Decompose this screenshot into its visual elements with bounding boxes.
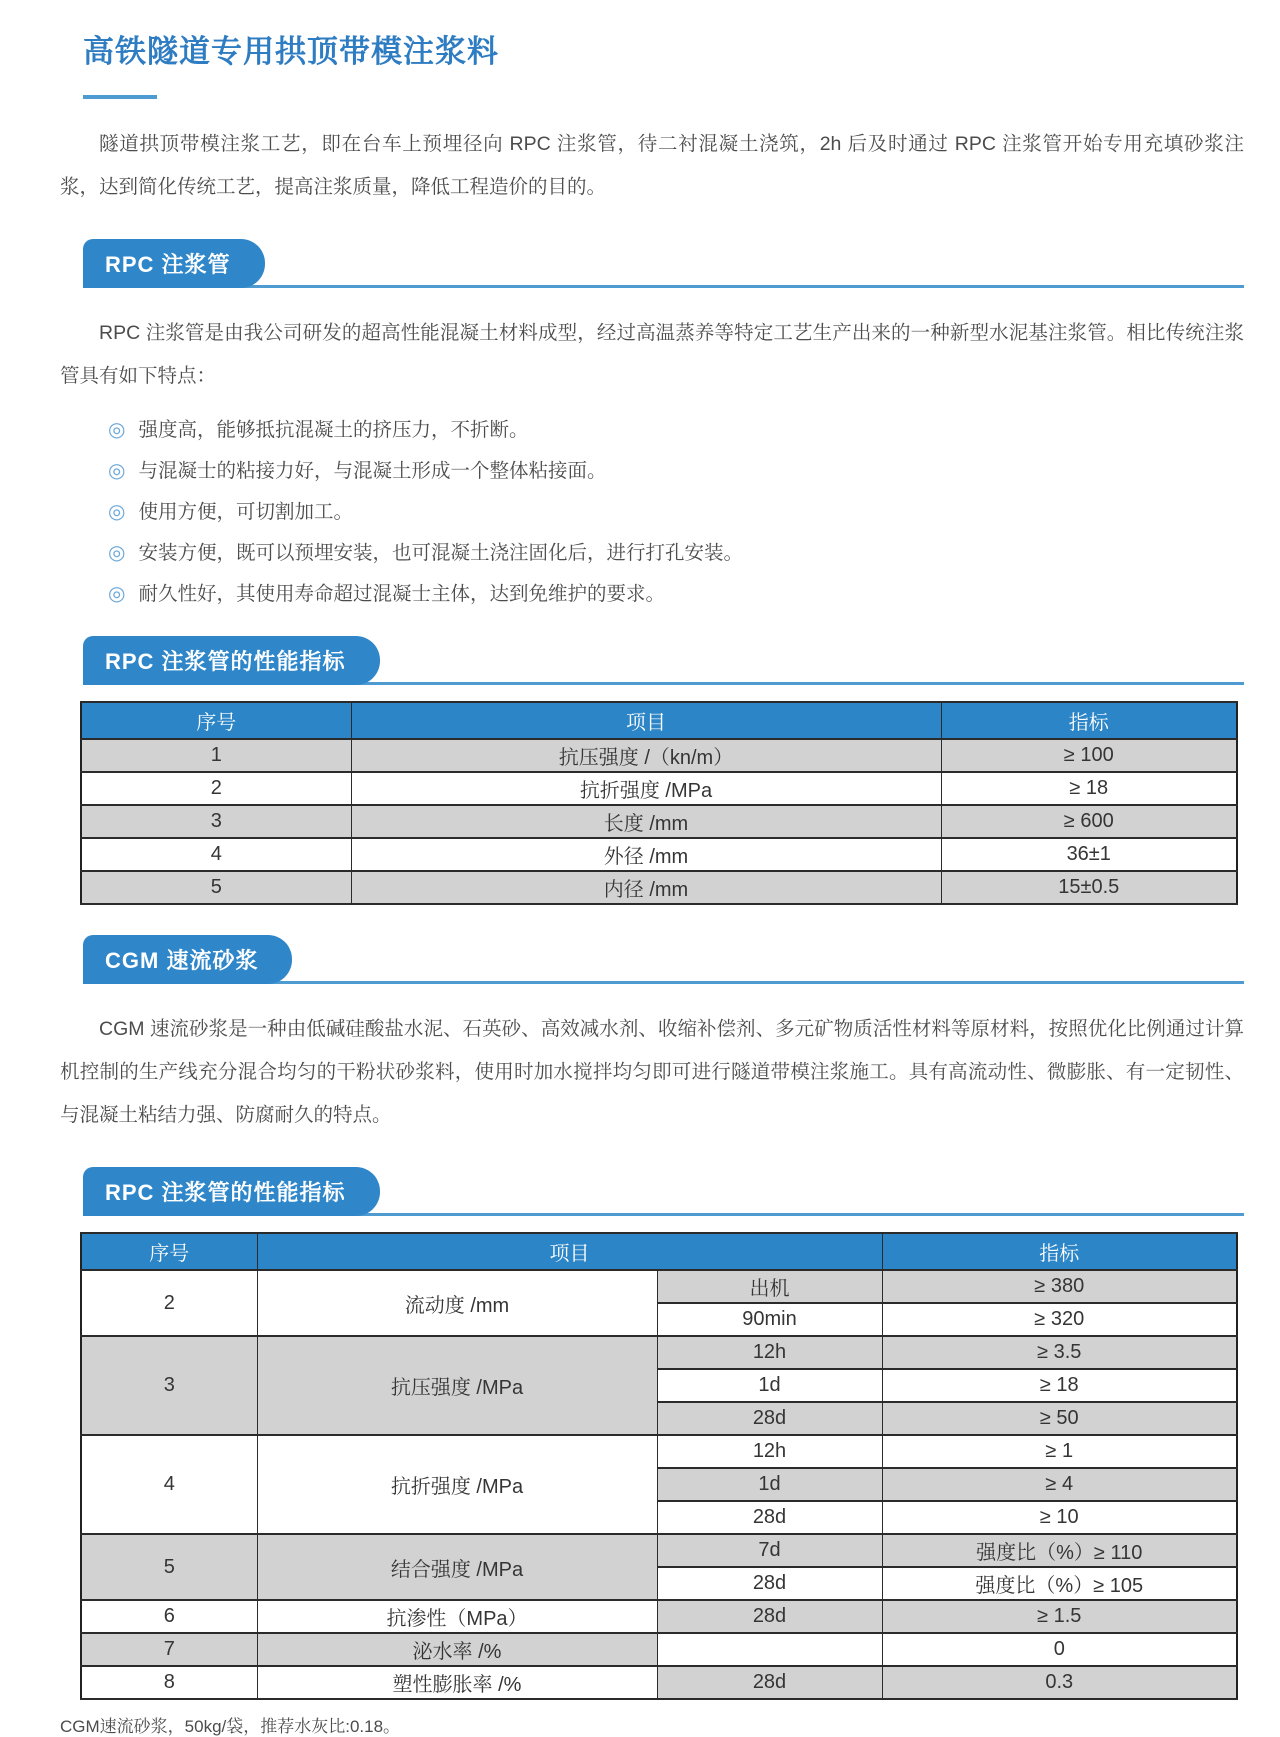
cell-no: 5	[81, 871, 351, 904]
bullet-text: 安装方便，既可以预埋安装，也可混凝土浇注固化后，进行打孔安装。	[138, 542, 743, 564]
table-row	[81, 871, 1237, 904]
column-header-item: 项目	[257, 1233, 882, 1270]
bullet-text: 使用方便，可切割加工。	[138, 501, 353, 523]
section-header-rpc-pipe	[60, 239, 1244, 288]
section-tab-cgm: CGM 速流砂浆	[83, 935, 292, 984]
cell-value: 0.3	[882, 1666, 1237, 1699]
cell-value: ≥ 10	[882, 1501, 1237, 1534]
cell-condition: 12h	[657, 1336, 882, 1369]
cell-item: 内径 /mm	[351, 871, 941, 904]
cell-value: 15±0.5	[941, 871, 1237, 904]
cell-value: ≥ 18	[882, 1369, 1237, 1402]
cell-item: 抗渗性（MPa）	[257, 1600, 657, 1633]
list-item	[108, 455, 1244, 483]
table-row	[81, 838, 1237, 871]
table-row	[81, 1666, 1237, 1699]
table-row	[81, 1336, 1237, 1369]
cell-condition: 90min	[657, 1303, 882, 1336]
page-title: 高铁隧道专用拱顶带模注浆料	[83, 34, 499, 69]
cell-no: 4	[81, 1435, 257, 1534]
cell-no: 8	[81, 1666, 257, 1699]
cell-value: ≥ 1.5	[882, 1600, 1237, 1633]
table-row	[81, 772, 1237, 805]
table-row	[81, 1633, 1237, 1666]
cell-no: 2	[81, 772, 351, 805]
intro-paragraph: 隧道拱顶带模注浆工艺，即在台车上预埋径向 RPC 注浆管，待二衬混凝土浇筑，2h 后及时通过 RPC 注浆管开始专用充填砂浆注浆，达到简化传统工艺，提高注浆质量，降低工程造价的目的。	[60, 133, 1244, 198]
rpc-performance-table	[80, 701, 1238, 905]
cell-item: 流动度 /mm	[257, 1270, 657, 1336]
bullseye-bullet-icon: ◎	[108, 501, 126, 523]
bullseye-bullet-icon: ◎	[108, 419, 126, 441]
cell-item: 抗折强度 /MPa	[257, 1435, 657, 1534]
cgm-performance-table	[80, 1232, 1238, 1700]
cell-value: ≥ 50	[882, 1402, 1237, 1435]
cell-value: ≥ 4	[882, 1468, 1237, 1501]
cell-condition: 1d	[657, 1369, 882, 1402]
cell-item: 结合强度 /MPa	[257, 1534, 657, 1600]
cell-value: ≥ 100	[941, 739, 1237, 772]
list-item	[108, 496, 1244, 524]
cell-value: ≥ 1	[882, 1435, 1237, 1468]
table-row	[81, 1435, 1237, 1468]
cell-condition: 28d	[657, 1567, 882, 1600]
cell-no: 6	[81, 1600, 257, 1633]
cell-value: ≥ 600	[941, 805, 1237, 838]
cgm-description: CGM 速流砂浆是一种由低碱硅酸盐水泥、石英砂、高效减水剂、收缩补偿剂、多元矿物质活性材料等原材料，按照优化比例通过计算机控制的生产线充分混合均匀的干粉状砂浆料，使用时加水搅拌均匀即可进行隧道带模注浆施工。具有高流动性、微膨胀、有一定韧性、与混凝土粘结力强、防腐耐久的特点。	[60, 1018, 1244, 1126]
section-tab-rpc-table: RPC 注浆管的性能指标	[83, 636, 380, 685]
cell-condition: 7d	[657, 1534, 882, 1567]
title-underline	[83, 95, 157, 99]
section-header-cgm-table	[60, 1167, 1244, 1216]
table-row	[81, 1534, 1237, 1567]
cell-condition: 28d	[657, 1600, 882, 1633]
cell-item: 长度 /mm	[351, 805, 941, 838]
cell-no: 2	[81, 1270, 257, 1336]
rpc-pipe-feature-list	[108, 414, 1244, 606]
cell-value: 强度比（%）≥ 110	[882, 1534, 1237, 1567]
bullet-text: 耐久性好，其使用寿命超过混凝士主体，达到免维护的要求。	[138, 583, 665, 605]
cell-no: 3	[81, 805, 351, 838]
cell-value: ≥ 18	[941, 772, 1237, 805]
column-header-no: 序号	[81, 1233, 257, 1270]
section-tab-rpc-pipe: RPC 注浆管	[83, 239, 265, 288]
bullseye-bullet-icon: ◎	[108, 542, 126, 564]
cell-item: 泌水率 /%	[257, 1633, 657, 1666]
cell-item: 抗压强度 /MPa	[257, 1336, 657, 1435]
cell-value: ≥ 3.5	[882, 1336, 1237, 1369]
cell-no: 3	[81, 1336, 257, 1435]
cell-item: 抗压强度 /（kn/m）	[351, 739, 941, 772]
bullseye-bullet-icon: ◎	[108, 460, 126, 482]
table-row	[81, 739, 1237, 772]
column-header-no: 序号	[81, 702, 351, 739]
table-row	[81, 1600, 1237, 1633]
cell-no: 5	[81, 1534, 257, 1600]
column-header-item: 项目	[351, 702, 941, 739]
column-header-value: 指标	[941, 702, 1237, 739]
cell-no: 1	[81, 739, 351, 772]
table-row	[81, 805, 1237, 838]
cell-condition: 12h	[657, 1435, 882, 1468]
cell-condition: 28d	[657, 1666, 882, 1699]
cell-condition: 1d	[657, 1468, 882, 1501]
cell-value: ≥ 320	[882, 1303, 1237, 1336]
bullet-text: 与混凝士的粘接力好，与混凝土形成一个整体粘接面。	[138, 460, 607, 482]
cell-condition: 28d	[657, 1402, 882, 1435]
cell-no: 4	[81, 838, 351, 871]
bullet-text: 强度高，能够抵抗混凝土的挤压力，不折断。	[138, 419, 529, 441]
list-item	[108, 578, 1244, 606]
cell-item: 抗折强度 /MPa	[351, 772, 941, 805]
cell-no: 7	[81, 1633, 257, 1666]
section-tab-cgm-table: RPC 注浆管的性能指标	[83, 1167, 380, 1216]
cell-value: 0	[882, 1633, 1237, 1666]
table-header-row	[81, 702, 1237, 739]
table-header-row	[81, 1233, 1237, 1270]
table-row	[81, 1270, 1237, 1303]
bullseye-bullet-icon: ◎	[108, 583, 126, 605]
section-header-rpc-table	[60, 636, 1244, 685]
cell-value: 强度比（%）≥ 105	[882, 1567, 1237, 1600]
cell-value: ≥ 380	[882, 1270, 1237, 1303]
cell-item: 外径 /mm	[351, 838, 941, 871]
list-item	[108, 537, 1244, 565]
footer-note: CGM速流砂浆，50kg/袋，推荐水灰比:0.18。	[60, 1717, 401, 1736]
section-header-cgm	[60, 935, 1244, 984]
list-item	[108, 414, 1244, 442]
cell-item: 塑性膨胀率 /%	[257, 1666, 657, 1699]
rpc-pipe-description: RPC 注浆管是由我公司研发的超高性能混凝土材料成型，经过高温蒸养等特定工艺生产出来的一种新型水泥基注浆管。相比传统注浆管具有如下特点：	[60, 322, 1244, 387]
cell-condition: 出机	[657, 1270, 882, 1303]
cell-condition: 28d	[657, 1501, 882, 1534]
column-header-value: 指标	[882, 1233, 1237, 1270]
cell-condition	[657, 1633, 882, 1666]
cell-value: 36±1	[941, 838, 1237, 871]
